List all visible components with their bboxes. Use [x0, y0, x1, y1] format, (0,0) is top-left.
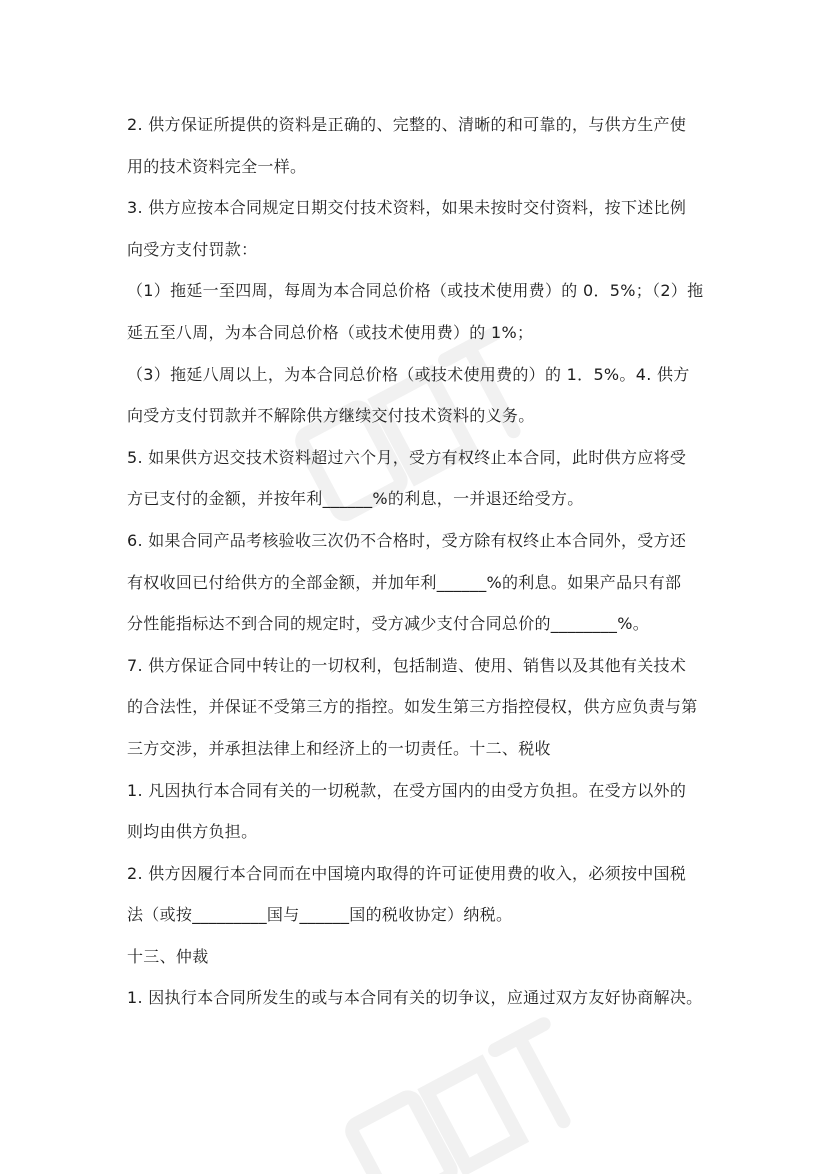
text-line: 2. 供方因履行本合同而在中国境内取得的许可证使用费的收入，必须按中国税 [127, 863, 687, 883]
text-line: 延五至八周，为本合同总价格（或技术使用费）的 1%； [127, 322, 534, 342]
text-line: 则均由供方负担。 [127, 822, 258, 842]
text-line: 2. 供方保证所提供的资料是正确的、完整的、清晰的和可靠的，与供方生产使 [127, 115, 687, 134]
text-line: 向受方支付罚款并不解除供方继续交付技术资料的义务。 [127, 406, 535, 426]
text-line: 三方交涉，并承担法律上和经济上的一切责任。十二、税收 [127, 738, 551, 758]
text-line: 6. 如果合同产品考核验收三次仍不合格时，受方除有权终止本合同外，受方还 [127, 530, 687, 550]
text-line: 3. 供方应按本合同规定日期交付技术资料，如果未按时交付资料，按下述比例 [127, 198, 687, 218]
text-line: 向受方支付罚款： [127, 239, 258, 259]
section-heading: 十三、仲裁 [127, 946, 209, 966]
text-line: 方已支付的金额，并按年利______%的利息，一并退还给受方。 [127, 489, 584, 509]
text-line: 1. 凡因执行本合同有关的一切税款，在受方国内的由受方负担。在受方以外的 [127, 780, 687, 800]
text-line: 分性能指标达不到合同的规定时，受方减少支付合同总价的________%。 [127, 614, 650, 634]
text-line: 用的技术资料完全一样。 [127, 156, 307, 176]
text-line: 法（或按_________国与______国的税收协定）纳税。 [127, 905, 513, 925]
text-line: （1）拖延一至四周，每周为本合同总价格（或技术使用费）的 0．5%；（2）拖 [127, 281, 704, 301]
text-line: 的合法性，并保证不受第三方的指控。如发生第三方指控侵权，供方应负责与第 [127, 697, 698, 717]
document-body [127, 104, 717, 1019]
text-line: 5. 如果供方迟交技术资料超过六个月，受方有权终止本合同，此时供方应将受 [127, 447, 687, 467]
text-line: （3）拖延八周以上，为本合同总价格（或技术使用费的）的 1．5%。4. 供方 [127, 364, 690, 384]
text-line: 7. 供方保证合同中转让的一切权利，包括制造、使用、销售以及其他有关技术 [127, 655, 687, 675]
text-line: 有权收回已付给供方的全部金额，并加年利______%的利息。如果产品只有部 [127, 572, 682, 592]
text-line: 1. 因执行本合同所发生的或与本合同有关的切争议，应通过双方友好协商解决。 [127, 988, 703, 1008]
